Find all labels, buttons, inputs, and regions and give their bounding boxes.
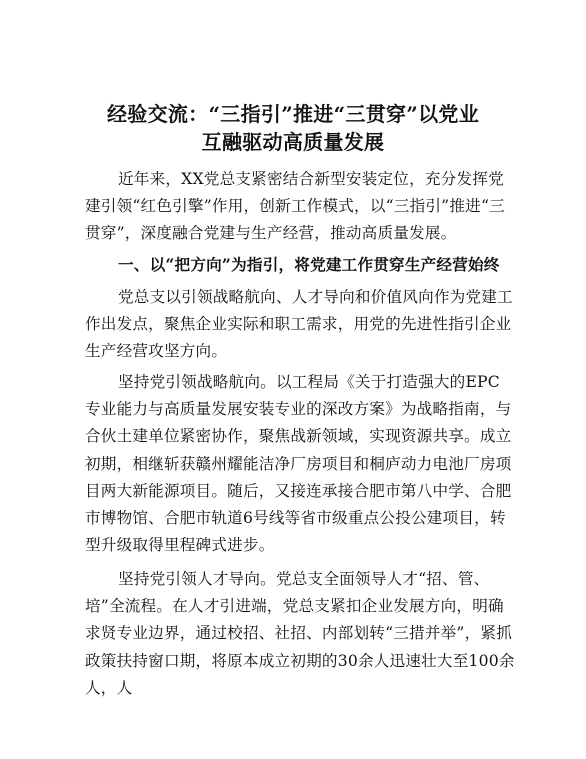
section-heading-1: 一、以“把方向”为指引，将党建工作贯穿生产经营始终 <box>118 255 500 274</box>
document-title-line-2: 互融驱动高质量发展 <box>201 130 385 154</box>
body-paragraph-2: 坚持党引领战略航向。以工程局《关于打造强大的EPC专业能力与高质量发展安装专业的深改方案》为战略指南，与合伙土建单位紧密协作，聚焦战新领域，实现资源共享。成立初期，相继斩获赣州耀能洁净厂房项目和桐庐动力电池厂房项目两大新能源项目。随后，又接连承接合肥市第八中学、合肥市博物馆、合肥市轨道6号线等省市级重点公投公建项目，转型升级取得里程碑式进步。 <box>85 373 512 555</box>
intro-paragraph: 近年来，XX党总支紧密结合新型安装定位，充分发挥党建引领“红色引擎”作用，创新工作模式，以“三指引”推进“三贯穿”，深度融合党建与生产经营，推动高质量发展。 <box>85 170 505 243</box>
document-title-line-1: 经验交流：“三指引”推进“三贯穿”以党业 <box>106 102 479 126</box>
body-paragraph-3: 坚持党引领人才导向。党总支全面领导人才“招、管、培”全流程。在人才引进端，党总支紧扣企业发展方向，明确求贤专业边界，通过校招、社招、内部划转“三措并举”，紧抓政策扶持窗口期，将原本成立初期的30余人迅速壮大至100余人，人 <box>85 570 515 697</box>
body-paragraph-1: 党总支以引领战略航向、人才导向和价值风向作为党建工作出发点，聚焦企业实际和职工需求，用党的先进性指引企业生产经营攻坚方向。 <box>85 288 513 361</box>
